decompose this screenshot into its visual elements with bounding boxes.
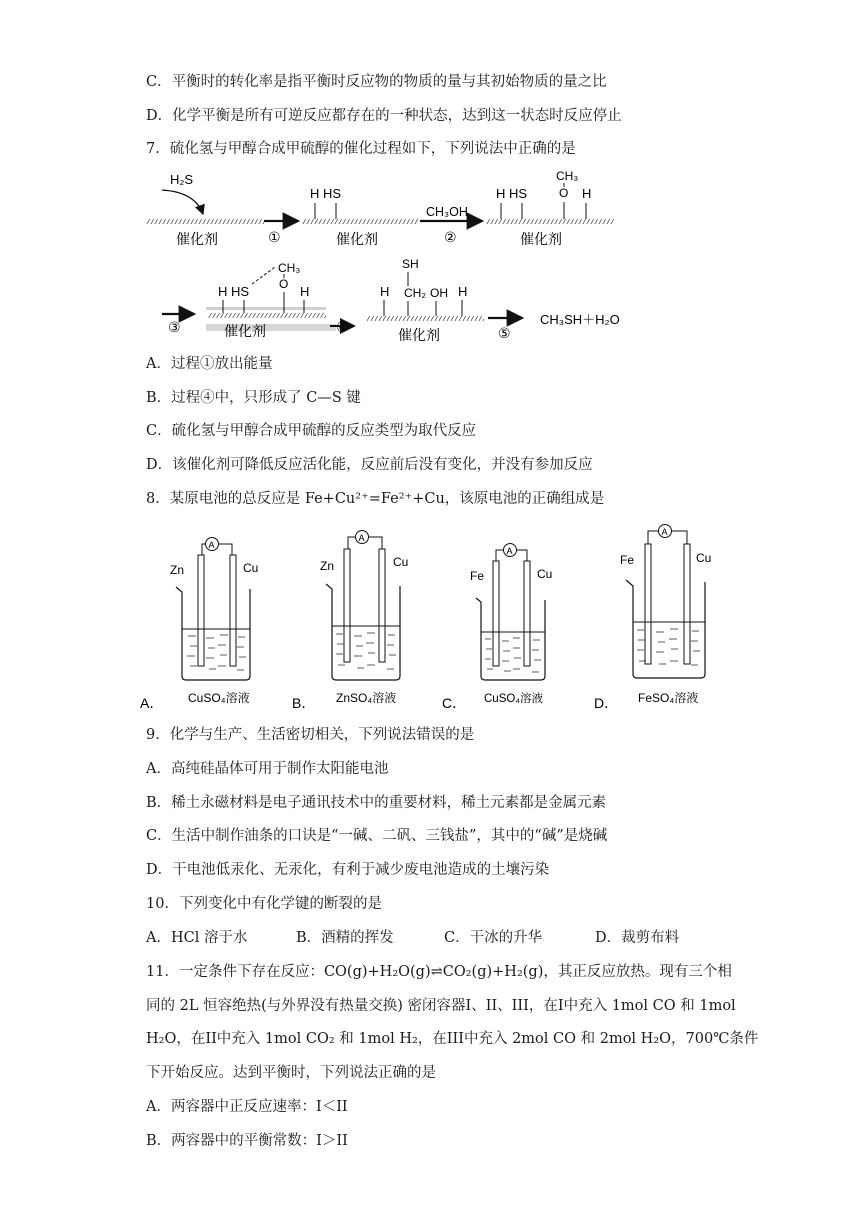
cell-option-a bbox=[140, 538, 258, 712]
cell-c-left-electrode: Fe bbox=[470, 569, 485, 583]
q11-option-a: A．两容器中正反应速率：I＜II bbox=[146, 1099, 348, 1115]
q7-emphasis-2: 确 bbox=[532, 141, 547, 157]
q11-stem-line-1: 11．一定条件下存在反应：CO(g)+H₂O(g)⇌CO₂(g)+H₂(g)，其正反应放热。现有三个相 bbox=[146, 964, 732, 980]
q7-stem bbox=[146, 139, 576, 159]
q9-option-a: A．高纯硅晶体可用于制作太阳能电池 bbox=[146, 761, 389, 777]
catalyst-label-1: 催化剂 bbox=[176, 231, 218, 247]
q7-catalysis-diagram bbox=[140, 166, 640, 346]
ch3-label-3: CH₃ bbox=[556, 169, 579, 183]
cell-d-letter: D． bbox=[594, 695, 619, 711]
cell-c-solution: CuSO₄溶液 bbox=[484, 693, 544, 705]
cell-b-ammeter-label: A bbox=[358, 533, 365, 543]
cell-a-solution: CuSO₄溶液 bbox=[188, 691, 250, 705]
cell-b-right-electrode: Cu bbox=[393, 555, 409, 569]
q8-cells-diagram bbox=[140, 514, 720, 714]
q11-option-b: B．两容器中的平衡常数：I＞II bbox=[146, 1133, 348, 1149]
q6-option-c: C．平衡时的转化率是指平衡时反应物的物质的量与其初始物质的量之比 bbox=[146, 74, 607, 90]
q6-option-d: D．化学平衡是所有可逆反应都存在的一种状态，达到这一状态时反应停止 bbox=[146, 108, 622, 124]
cell-b-solution: ZnSO₄溶液 bbox=[336, 691, 397, 705]
cell-b-left-electrode: Zn bbox=[320, 559, 335, 573]
o-label-3: O bbox=[559, 186, 569, 200]
cell-option-b bbox=[292, 531, 408, 712]
cell-c-right-electrode: Cu bbox=[537, 567, 553, 581]
catalyst-label-3: 催化剂 bbox=[520, 231, 562, 247]
cell-a-ammeter-label: A bbox=[208, 540, 215, 550]
cell-c-letter: C． bbox=[442, 695, 467, 711]
q11-stem-line-2: 同的 2L 恒容绝热(与外界没有热量交换) 密闭容器I、II、III，在I中充入 1mol CO 和 1mol bbox=[146, 998, 736, 1014]
cell-option-c bbox=[442, 544, 552, 712]
q9-stem: 9．化学与生产、生活密切相关，下列说法错误的是 bbox=[146, 727, 475, 743]
h-label-4: H bbox=[300, 284, 310, 299]
q10-option-b: B．酒精的挥发 bbox=[296, 930, 394, 946]
catalyst-label-5: 催化剂 bbox=[398, 327, 440, 343]
q10-stem: 10．下列变化中有化学键的断裂的是 bbox=[146, 896, 382, 912]
step-1-label: ① bbox=[268, 229, 281, 245]
ch2-label: CH₂ bbox=[404, 286, 426, 300]
q7-emphasis-1: 正 bbox=[517, 141, 533, 157]
q7-option-c: C．硫化氢与甲醇合成甲硫醇的反应类型为取代反应 bbox=[146, 423, 477, 439]
q7-option-d: D．该催化剂可降低反应活化能，反应前后没有变化，并没有参加反应 bbox=[146, 457, 593, 473]
cell-b-letter: B． bbox=[292, 695, 316, 711]
q7-option-a: A．过程①放出能量 bbox=[146, 356, 273, 372]
q9-option-c: C．生活中制作油条的口诀是“一碱、二矾、三钱盐”，其中的“碱”是烧碱 bbox=[146, 828, 608, 844]
q10-option-d: D．裁剪布料 bbox=[595, 930, 680, 946]
h-label-5b: H bbox=[458, 284, 468, 299]
q11-stem-line-3: H₂O，在II中充入 1mol CO₂ 和 1mol H₂，在III中充入 2mol CO 和 2mol H₂O，700℃条件 bbox=[146, 1031, 759, 1047]
cell-option-d bbox=[594, 525, 711, 712]
sh-label: SH bbox=[402, 257, 419, 271]
step-3-label: ③ bbox=[168, 319, 181, 335]
q10-options bbox=[146, 928, 679, 948]
q9-option-d: D．干电池低汞化、无汞化，有利于减少废电池造成的土壤污染 bbox=[146, 862, 550, 878]
q9-option-b: B．稀土永磁材料是电子通讯技术中的重要材料，稀土元素都是金属元素 bbox=[146, 795, 607, 811]
cell-d-solution: FeSO₄溶液 bbox=[638, 691, 699, 705]
cell-d-ammeter-label: A bbox=[661, 527, 668, 537]
h-hs-label-3: H HS bbox=[496, 186, 528, 201]
ch3oh-label: CH₃OH bbox=[426, 205, 468, 219]
q11-stem-line-4: 下开始反应。达到平衡时，下列说法正确的是 bbox=[146, 1065, 436, 1081]
oh-label: OH bbox=[430, 286, 448, 300]
h2s-arrow bbox=[162, 190, 203, 214]
q7-stem-post: 的是 bbox=[546, 141, 576, 157]
h-label-5a: H bbox=[380, 284, 390, 299]
cell-c-ammeter-label: A bbox=[506, 546, 513, 556]
catalyst-surface-5 bbox=[366, 316, 484, 321]
q10-option-c: C．干冰的升华 bbox=[444, 930, 543, 946]
step-2-label: ② bbox=[444, 229, 457, 245]
cell-d-left-electrode: Fe bbox=[620, 553, 635, 567]
catalyst-surface-2 bbox=[302, 219, 418, 224]
q10-option-a: A．HCl 溶于水 bbox=[146, 930, 248, 946]
catalyst-surface-4 bbox=[208, 313, 326, 318]
h-label-3: H bbox=[582, 186, 592, 201]
q7-option-b: B．过程④中，只形成了 C—S 键 bbox=[146, 390, 361, 406]
h2s-label: H₂S bbox=[170, 172, 194, 187]
step-5-label: ⑤ bbox=[498, 325, 511, 341]
catalyst-label-2: 催化剂 bbox=[336, 231, 378, 247]
q8-stem: 8．某原电池的总反应是 Fe+Cu²⁺=Fe²⁺+Cu，该原电池的正确组成是 bbox=[146, 491, 605, 507]
cell-a-left-electrode: Zn bbox=[170, 563, 185, 577]
catalyst-surface-3 bbox=[486, 219, 614, 224]
cell-a-right-electrode: Cu bbox=[243, 561, 259, 575]
h-hs-label-4: H HS bbox=[218, 284, 250, 299]
step-4-label: ④ bbox=[336, 319, 349, 335]
catalyst-label-4: 催化剂 bbox=[224, 323, 266, 339]
o-label-4: O bbox=[279, 277, 289, 291]
ch3-label-4: CH₃ bbox=[278, 261, 301, 275]
cell-d-right-electrode: Cu bbox=[696, 551, 712, 565]
q7-stem-pre: 7．硫化氢与甲醇合成甲硫醇的催化过程如下，下列说法中 bbox=[146, 141, 518, 157]
catalyst-surface-1 bbox=[146, 219, 264, 224]
h-hs-label-2: H HS bbox=[310, 186, 342, 201]
product-label: CH₃SH＋H₂O bbox=[540, 312, 620, 327]
cell-a-letter: A． bbox=[140, 695, 164, 711]
